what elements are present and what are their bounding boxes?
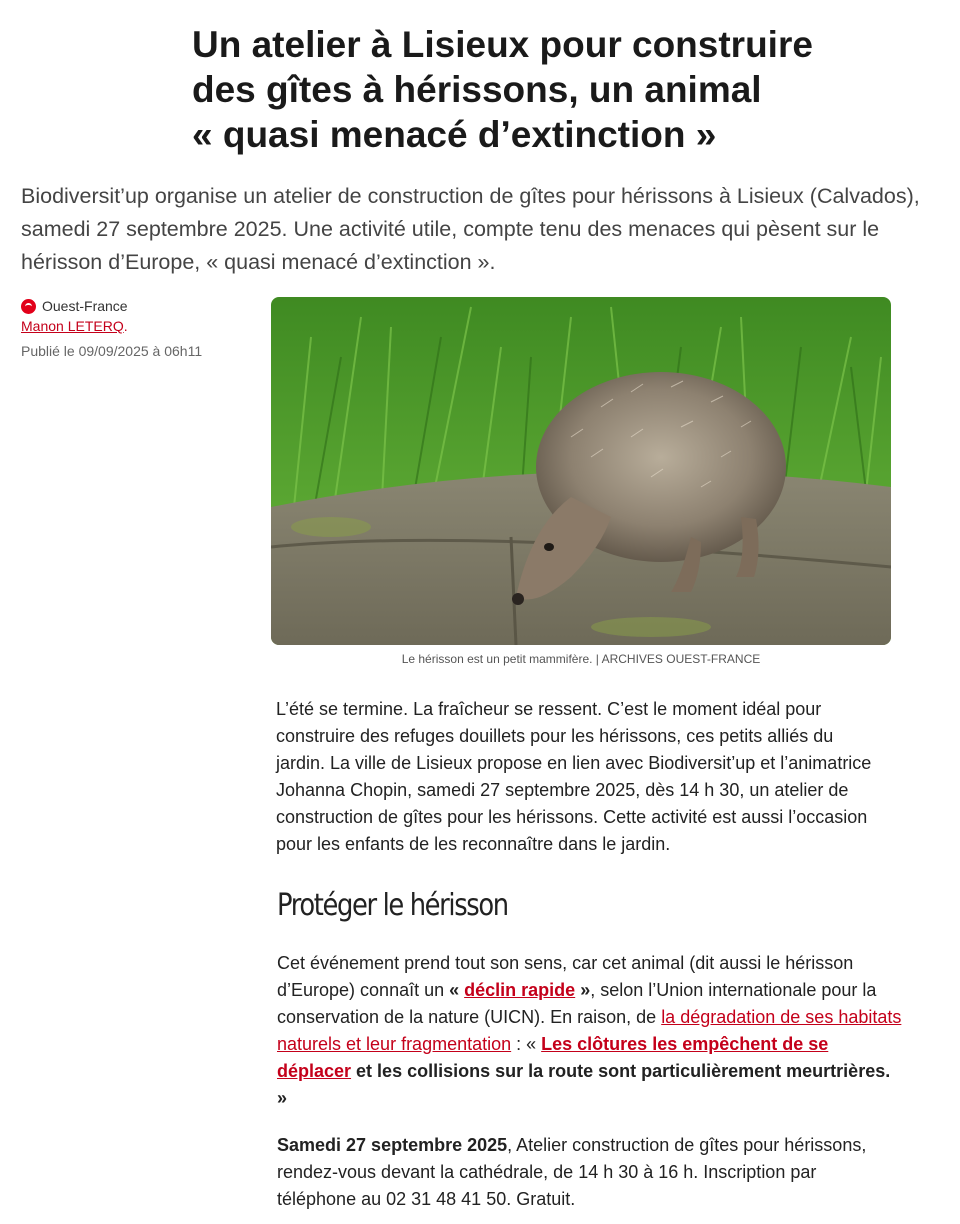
paragraph-event-info	[277, 1132, 887, 1213]
event-date: Samedi 27 septembre 2025	[277, 1135, 508, 1155]
ouest-france-logo-icon	[21, 299, 36, 314]
link-habitat-degradation[interactable]: la dégradation de ses habitats naturels et leur fragmentation	[277, 1007, 902, 1054]
publish-date: Publié le 09/09/2025 à 06h11	[21, 343, 203, 359]
author-byline	[21, 318, 251, 336]
source-name: Ouest-France	[42, 298, 128, 314]
article-title	[192, 22, 892, 157]
section-heading: Protéger le hérisson	[277, 888, 508, 923]
photo-caption: Le hérisson est un petit mammifère. | ARCHIVES OUEST-FRANCE	[401, 652, 761, 666]
p2-quote-close: »	[575, 980, 591, 1000]
title-line-3: « quasi menacé d’extinction »	[192, 114, 717, 155]
article-meta	[21, 297, 251, 359]
hedgehog-image	[271, 297, 891, 645]
link-clotures[interactable]: Les clôtures les empêchent de se déplacer	[277, 1034, 829, 1081]
author-suffix: .	[123, 318, 128, 334]
p2-text-1: Cet événement prend tout son sens, car cet animal (dit aussi le hérisson d’Europe) connaît un	[277, 953, 854, 1000]
author-link[interactable]: Manon LETERQ	[21, 318, 124, 334]
paragraph-context	[277, 950, 902, 1112]
article-lede: Biodiversit’up organise un atelier de construction de gîtes pour hérissons à Lisieux (Calvados), samedi 27 septembre 2025. Une activité utile, compte tenu des menaces qui pèsent sur le hérisson d’Europe, « quasi menacé d’extinction ».	[21, 184, 920, 274]
title-line-2: des gîtes à hérissons, un animal	[192, 69, 762, 110]
p2-text-4: et les collisions sur la route sont particulièrement meurtrières. »	[277, 1061, 891, 1108]
p2-text-3: : «	[511, 1034, 542, 1054]
p2-text-2: , selon l’Union internationale pour la conservation de la nature (UICN). En raison, de	[277, 980, 877, 1027]
title-line-1: Un atelier à Lisieux pour construire	[192, 24, 813, 65]
event-details: , Atelier construction de gîtes pour hérissons, rendez-vous devant la cathédrale, de 14 h 30 à 16 h. Inscription par téléphone au 02 31 48 41 50. Gratuit.	[277, 1135, 867, 1209]
source-row	[21, 297, 251, 315]
link-declin-rapide[interactable]: déclin rapide	[464, 980, 576, 1000]
hedgehog-photo	[271, 297, 891, 645]
p2-quote-open: «	[449, 980, 465, 1000]
paragraph-intro: L’été se termine. La fraîcheur se ressent. C’est le moment idéal pour construire des refuges douillets pour les hérissons, ces petits alliés du jardin. La ville de Lisieux propose en lien avec Biodiversit’up et l’animatrice Johanna Chopin, samedi 27 septembre 2025, dès 14 h 30, un atelier de construction de gîtes pour les hérissons. Cette activité est aussi l’occasion pour les enfants de les reconnaître dans le jardin.	[276, 699, 872, 854]
